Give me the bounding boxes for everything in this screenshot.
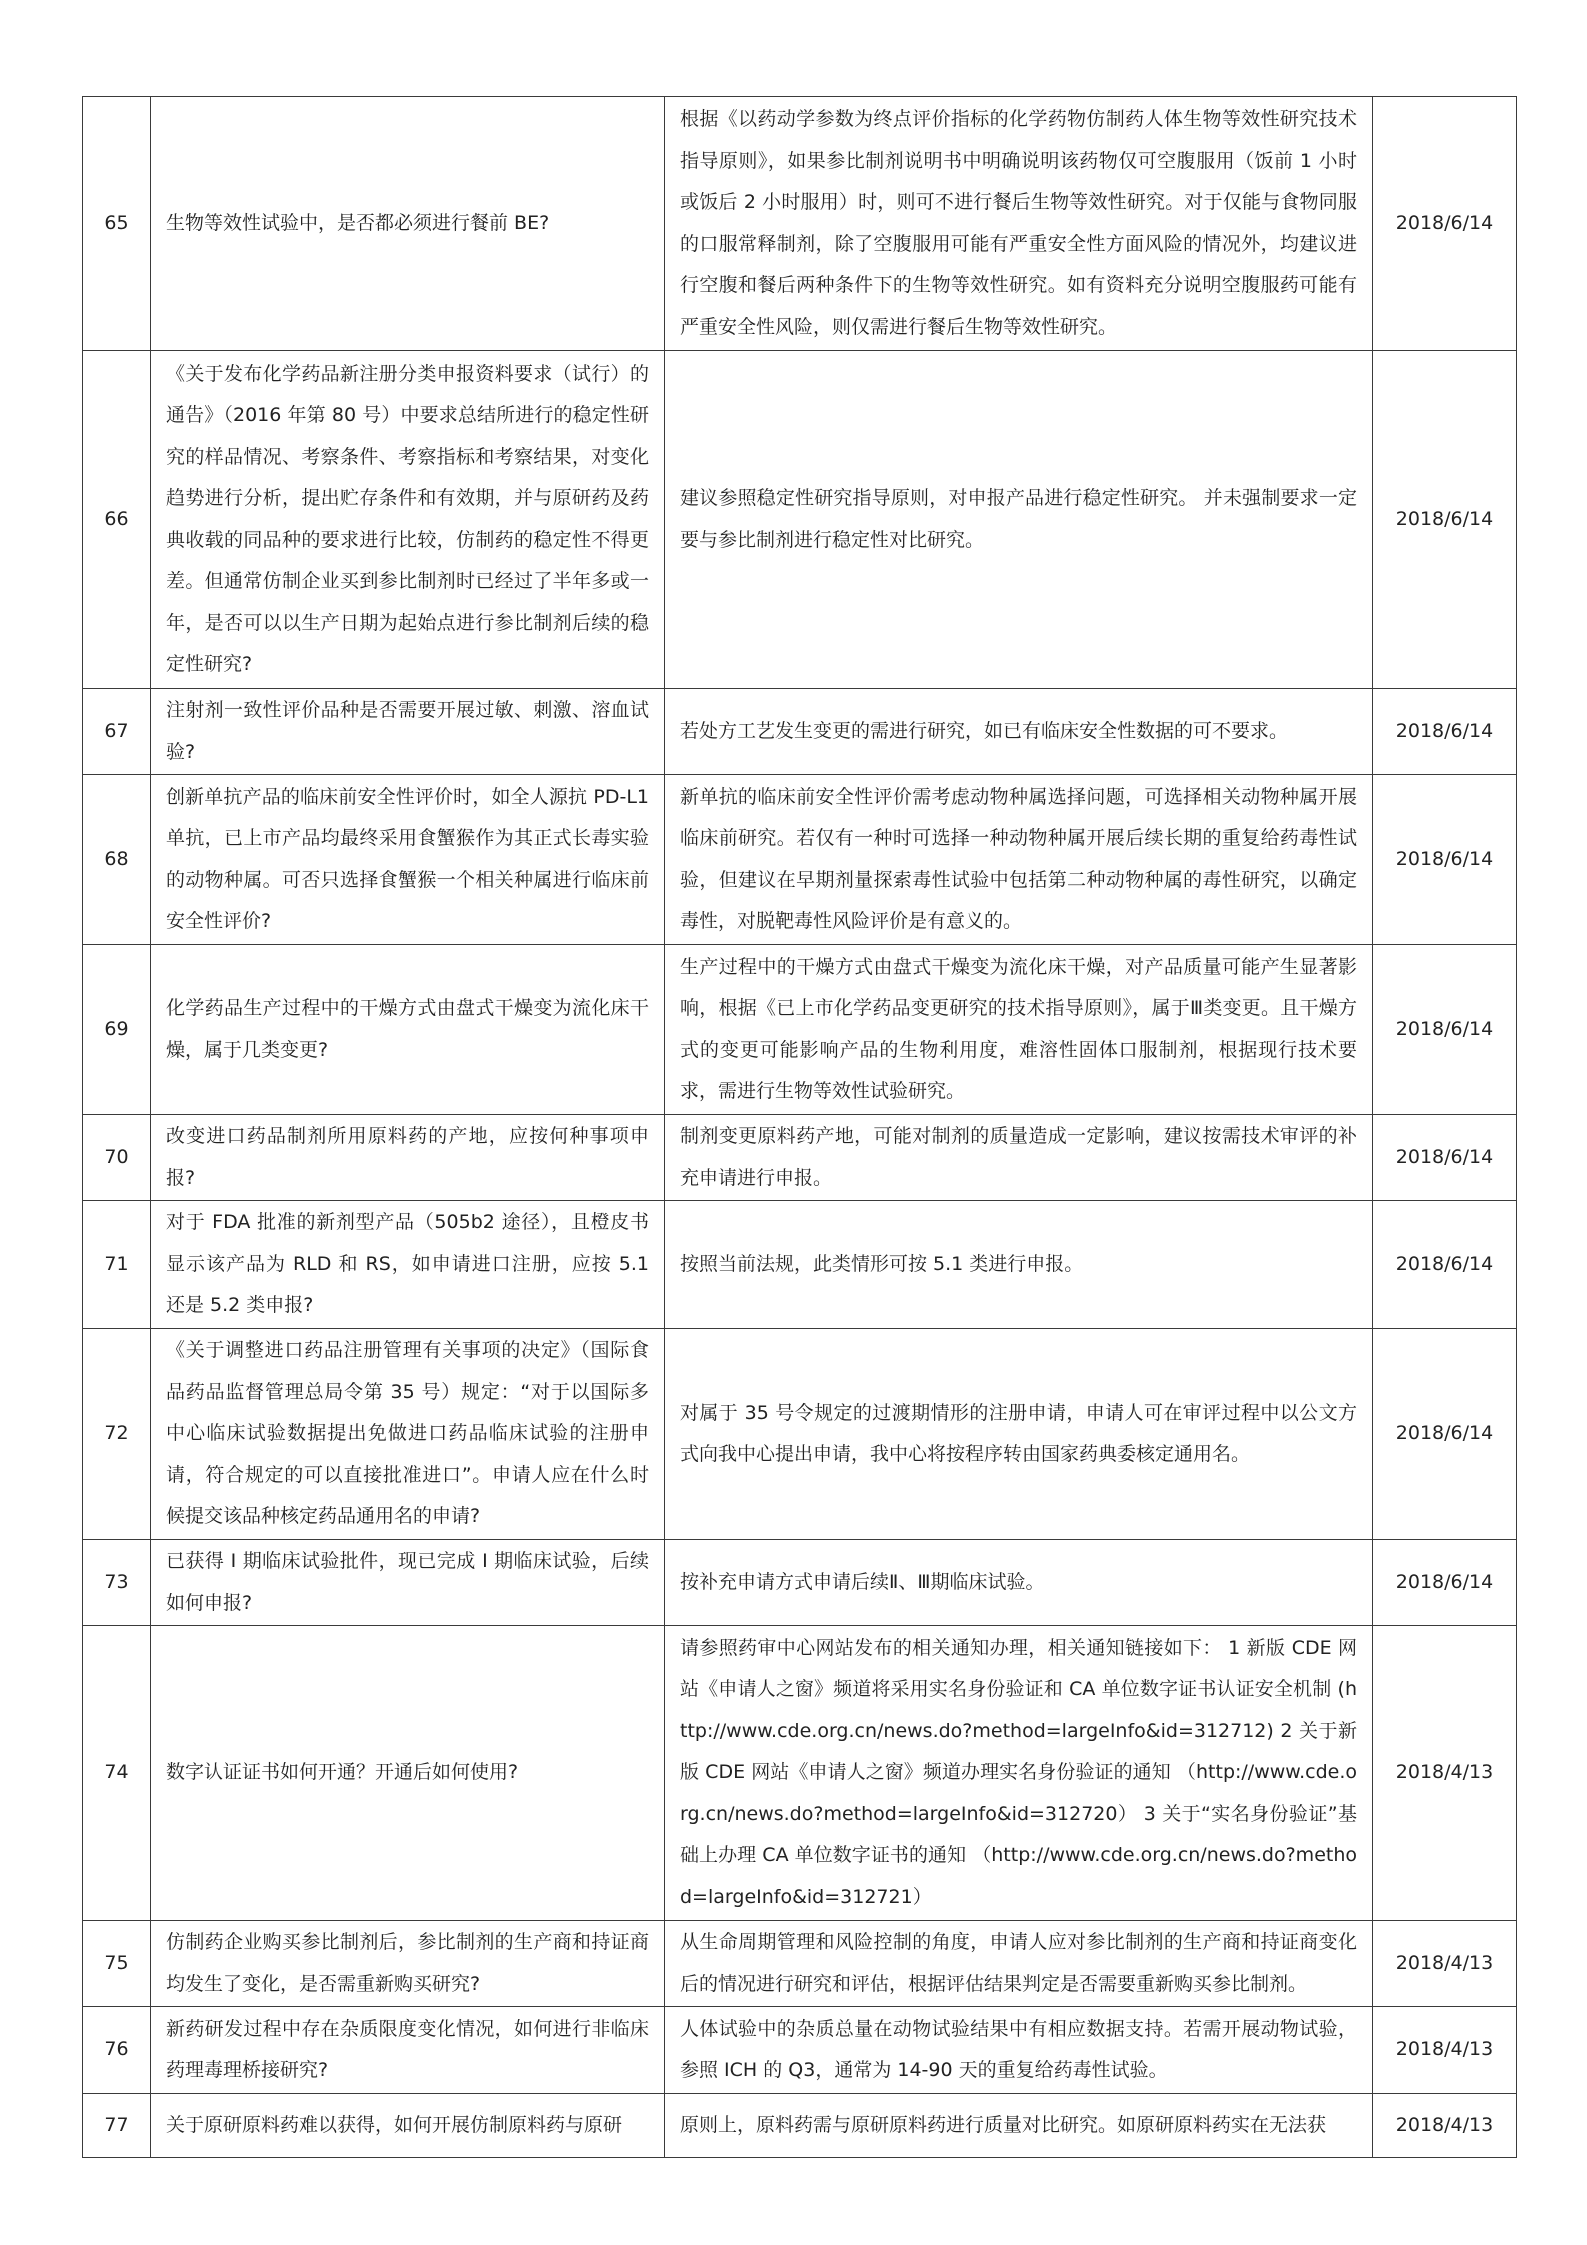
row-number: 67 bbox=[83, 689, 151, 775]
question-cell: 数字认证证书如何开通？开通后如何使用? bbox=[151, 1626, 665, 1921]
row-number: 76 bbox=[83, 2007, 151, 2094]
answer-cell: 从生命周期管理和风险控制的角度，申请人应对参比制剂的生产商和持证商变化后的情况进行研究和评估，根据评估结果判定是否需要重新购买参比制剂。 bbox=[665, 1921, 1373, 2007]
date-cell: 2018/6/14 bbox=[1373, 1329, 1517, 1540]
question-cell: 《关于调整进口药品注册管理有关事项的决定》（国际食品药品监督管理总局令第 35 号）规定：“对于以国际多中心临床试验数据提出免做进口药品临床试验的注册申请，符合规定的可以直接批准进口”。申请人应在什么时候提交该品种核定药品通用名的申请? bbox=[151, 1329, 665, 1540]
table-row bbox=[83, 1201, 1517, 1329]
table-row bbox=[83, 1540, 1517, 1626]
answer-cell: 根据《以药动学参数为终点评价指标的化学药物仿制药人体生物等效性研究技术指导原则》，如果参比制剂说明书中明确说明该药物仅可空腹服用（饭前 1 小时或饭后 2 小时服用）时，则可不进行餐后生物等效性研究。对于仅能与食物同服的口服常释制剂，除了空腹服用可能有严重安全性方面风险的情况外，均建议进行空腹和餐后两种条件下的生物等效性研究。如有资料充分说明空腹服药可能有严重安全性风险，则仅需进行餐后生物等效性研究。 bbox=[665, 97, 1373, 351]
date-cell: 2018/6/14 bbox=[1373, 1540, 1517, 1626]
question-cell: 《关于发布化学药品新注册分类申报资料要求（试行）的通告》（2016 年第 80 号）中要求总结所进行的稳定性研究的样品情况、考察条件、考察指标和考察结果，对变化趋势进行分析，提出贮存条件和有效期，并与原研药及药典收载的同品种的要求进行比较，仿制药的稳定性不得更差。但通常仿制企业买到参比制剂时已经过了半年多或一年，是否可以以生产日期为起始点进行参比制剂后续的稳定性研究? bbox=[151, 351, 665, 689]
answer-cell: 制剂变更原料药产地，可能对制剂的质量造成一定影响，建议按需技术审评的补充申请进行申报。 bbox=[665, 1115, 1373, 1201]
row-number: 68 bbox=[83, 775, 151, 945]
question-cell: 对于 FDA 批准的新剂型产品（505b2 途径），且橙皮书显示该产品为 RLD 和 RS，如申请进口注册，应按 5.1 还是 5.2 类申报? bbox=[151, 1201, 665, 1329]
question-cell: 化学药品生产过程中的干燥方式由盘式干燥变为流化床干燥，属于几类变更? bbox=[151, 945, 665, 1115]
row-number: 66 bbox=[83, 351, 151, 689]
answer-cell: 生产过程中的干燥方式由盘式干燥变为流化床干燥，对产品质量可能产生显著影响，根据《已上市化学药品变更研究的技术指导原则》，属于Ⅲ类变更。且干燥方式的变更可能影响产品的生物利用度，难溶性固体口服制剂，根据现行技术要求，需进行生物等效性试验研究。 bbox=[665, 945, 1373, 1115]
answer-cell: 原则上，原料药需与原研原料药进行质量对比研究。如原研原料药实在无法获 bbox=[665, 2094, 1373, 2158]
table-row bbox=[83, 1626, 1517, 1921]
table-row bbox=[83, 351, 1517, 689]
row-number: 71 bbox=[83, 1201, 151, 1329]
answer-cell: 按补充申请方式申请后续Ⅱ、Ⅲ期临床试验。 bbox=[665, 1540, 1373, 1626]
answer-cell: 按照当前法规，此类情形可按 5.1 类进行申报。 bbox=[665, 1201, 1373, 1329]
table-row bbox=[83, 1115, 1517, 1201]
date-cell: 2018/4/13 bbox=[1373, 2007, 1517, 2094]
date-cell: 2018/6/14 bbox=[1373, 97, 1517, 351]
question-cell: 已获得 I 期临床试验批件，现已完成 I 期临床试验，后续如何申报? bbox=[151, 1540, 665, 1626]
date-cell: 2018/4/13 bbox=[1373, 1921, 1517, 2007]
question-cell: 生物等效性试验中，是否都必须进行餐前 BE? bbox=[151, 97, 665, 351]
table-row bbox=[83, 945, 1517, 1115]
date-cell: 2018/6/14 bbox=[1373, 689, 1517, 775]
question-cell: 仿制药企业购买参比制剂后，参比制剂的生产商和持证商均发生了变化，是否需重新购买研究? bbox=[151, 1921, 665, 2007]
table-row bbox=[83, 2094, 1517, 2158]
row-number: 77 bbox=[83, 2094, 151, 2158]
table-row bbox=[83, 1329, 1517, 1540]
row-number: 72 bbox=[83, 1329, 151, 1540]
table-row bbox=[83, 2007, 1517, 2094]
row-number: 75 bbox=[83, 1921, 151, 2007]
question-cell: 关于原研原料药难以获得，如何开展仿制原料药与原研 bbox=[151, 2094, 665, 2158]
answer-cell: 建议参照稳定性研究指导原则，对申报产品进行稳定性研究。 并未强制要求一定要与参比制剂进行稳定性对比研究。 bbox=[665, 351, 1373, 689]
row-number: 69 bbox=[83, 945, 151, 1115]
answer-cell: 人体试验中的杂质总量在动物试验结果中有相应数据支持。若需开展动物试验，参照 ICH 的 Q3，通常为 14-90 天的重复给药毒性试验。 bbox=[665, 2007, 1373, 2094]
row-number: 73 bbox=[83, 1540, 151, 1626]
question-cell: 创新单抗产品的临床前安全性评价时，如全人源抗 PD-L1 单抗，已上市产品均最终采用食蟹猴作为其正式长毒实验的动物种属。可否只选择食蟹猴一个相关种属进行临床前安全性评价? bbox=[151, 775, 665, 945]
question-cell: 改变进口药品制剂所用原料药的产地，应按何种事项申报? bbox=[151, 1115, 665, 1201]
answer-cell: 若处方工艺发生变更的需进行研究，如已有临床安全性数据的可不要求。 bbox=[665, 689, 1373, 775]
table-row bbox=[83, 97, 1517, 351]
date-cell: 2018/6/14 bbox=[1373, 1115, 1517, 1201]
date-cell: 2018/6/14 bbox=[1373, 775, 1517, 945]
table-row bbox=[83, 775, 1517, 945]
qa-table bbox=[82, 96, 1517, 2158]
date-cell: 2018/4/13 bbox=[1373, 2094, 1517, 2158]
row-number: 70 bbox=[83, 1115, 151, 1201]
question-cell: 注射剂一致性评价品种是否需要开展过敏、刺激、溶血试验? bbox=[151, 689, 665, 775]
answer-cell: 请参照药审中心网站发布的相关通知办理，相关通知链接如下： 1 新版 CDE 网站《申请人之窗》频道将采用实名身份验证和 CA 单位数字证书认证安全机制 (http://www.cde.org.cn/news.do?method=largeInfo&id=312712) 2 关于新版 CDE 网站《申请人之窗》频道办理实名身份验证的通知 （http://www.cde.org.cn/news.do?method=largeInfo&id=312720） 3 关于“实名身份验证”基础上办理 CA 单位数字证书的通知 （http://www.cde.org.cn/news.do?method=largeInfo&id=312721） bbox=[665, 1626, 1373, 1921]
date-cell: 2018/6/14 bbox=[1373, 945, 1517, 1115]
row-number: 65 bbox=[83, 97, 151, 351]
table-row bbox=[83, 1921, 1517, 2007]
date-cell: 2018/6/14 bbox=[1373, 351, 1517, 689]
date-cell: 2018/4/13 bbox=[1373, 1626, 1517, 1921]
question-cell: 新药研发过程中存在杂质限度变化情况，如何进行非临床药理毒理桥接研究? bbox=[151, 2007, 665, 2094]
answer-cell: 新单抗的临床前安全性评价需考虑动物种属选择问题，可选择相关动物种属开展临床前研究。若仅有一种时可选择一种动物种属开展后续长期的重复给药毒性试验，但建议在早期剂量探索毒性试验中包括第二种动物种属的毒性研究，以确定毒性，对脱靶毒性风险评价是有意义的。 bbox=[665, 775, 1373, 945]
date-cell: 2018/6/14 bbox=[1373, 1201, 1517, 1329]
document-page bbox=[82, 96, 1516, 2158]
answer-cell: 对属于 35 号令规定的过渡期情形的注册申请，申请人可在审评过程中以公文方式向我中心提出申请，我中心将按程序转由国家药典委核定通用名。 bbox=[665, 1329, 1373, 1540]
table-row bbox=[83, 689, 1517, 775]
row-number: 74 bbox=[83, 1626, 151, 1921]
